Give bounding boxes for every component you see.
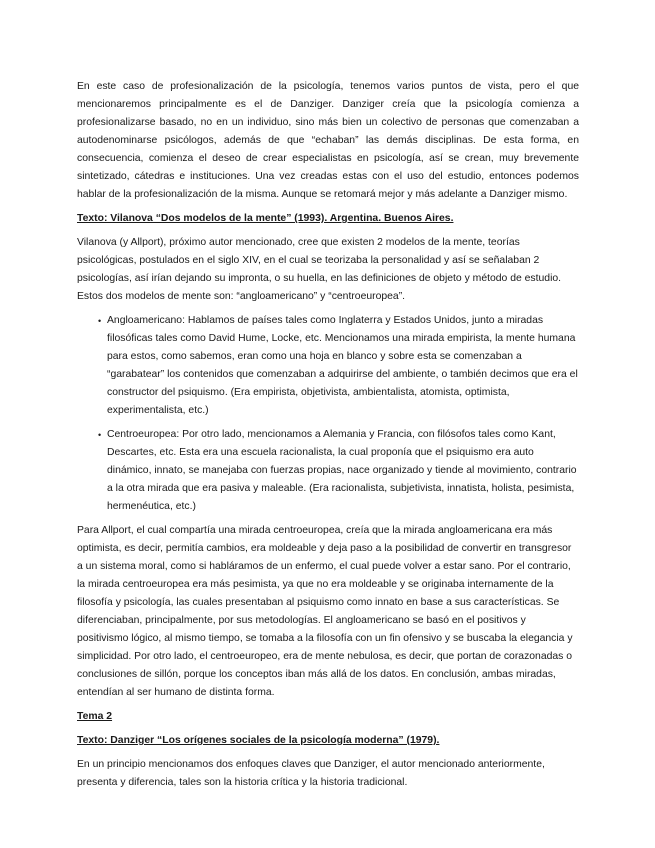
intro-paragraph: En este caso de profesionalización de la psicología, tenemos varios puntos de vista, pero el que mencionaremos principalmente es el de Danziger. Danziger creía que la psicología comienza a profesionalizarse basado, no en un individuo, sino más bien un colectivo de personas que comenzaban a autodenominarse psicólogos, además de que “echaban” las demás disciplinas. De esta forma, en consecuencia, comienza el deseo de crear especialistas en psicología, así se crean, muy brevemente sintetizado, cátedras e instituciones. Una vez creadas estas con el uso del estudio, entonces podemos hablar de la profesionalización de la misma. Aunque se retomará mejor y más adelante a Danziger mismo. bbox=[77, 81, 579, 200]
bullet-icon: • bbox=[98, 316, 102, 326]
list-item bbox=[77, 312, 579, 420]
mind-models-list bbox=[77, 312, 579, 516]
list-item-text: Centroeuropea: Por otro lado, mencionamos a Alemania y Francia, con filósofos tales como Kant, Descartes, etc. Esta era una escuela racionalista, la cual proponía que el psiquismo era auto dinámico, innato, se manejaba con fuerzas propias, nace organizado y tiende al movimiento, contrario a la otra mirada que era pasiva y maleable. (Era racionalista, subjetivista, innatista, holista, pesimista, hermenéutica, etc.) bbox=[107, 429, 577, 512]
section-heading-vilanova: Texto: Vilanova “Dos modelos de la mente” (1993). Argentina. Buenos Aires. bbox=[77, 213, 454, 224]
section-heading-danziger: Texto: Danziger “Los orígenes sociales de la psicología moderna” (1979). bbox=[77, 735, 440, 746]
list-item bbox=[77, 426, 579, 516]
allport-paragraph: Para Allport, el cual compartía una mirada centroeuropea, creía que la mirada angloamericana era más optimista, es decir, permitía cambios, era moldeable y deja paso a la posibilidad de convertir en transgresor a un sistema moral, como si habláramos de un enfermo, el cual puede volver a estar sano. Por el contrario, la mirada centroeuropea era más pesimista, ya que no era moldeable y se originaba internamente de la filosofía y psicología, las cuales presentaban al psiquismo como innato en base a sus características. Se diferenciaban, principalmente, por sus metodologías. El angloamericano se basó en el positivos y positivismo lógico, al mismo tiempo, se tomaba a la filosofía con un fin ofensivo y se buscaba la elegancia y simplicidad. Por otro lado, el centroeuropeo, era de mente nebulosa, es decir, que portan de corazonadas o conclusiones de sillón, porque los conceptos iban más allá de los datos. En conclusión, ambas miradas, entendían al ser humano de distinta forma. bbox=[77, 525, 573, 698]
section-heading-tema: Tema 2 bbox=[77, 711, 113, 722]
vilanova-paragraph: Vilanova (y Allport), próximo autor mencionado, cree que existen 2 modelos de la mente, teorías psicológicas, postulados en el siglo XIV, en el cual se teorizaba la personalidad y así se señalaban 2 psicologías, así irían dejando su impronta, o su huella, en las definiciones de objeto y método de estudio. Estos dos modelos de mente son: “angloamericano” y “centroeuropea”. bbox=[77, 237, 562, 302]
document-body bbox=[77, 78, 579, 798]
bullet-icon: • bbox=[98, 430, 102, 440]
danziger-paragraph: En un principio mencionamos dos enfoques claves que Danziger, el autor mencionado anteriormente, presenta y diferencia, tales son la historia crítica y la historia tradicional. bbox=[77, 759, 545, 788]
list-item-text: Angloamericano: Hablamos de países tales como Inglaterra y Estados Unidos, junto a miradas filosóficas tales como David Hume, Locke, etc. Mencionamos una mirada empirista, la mente humana para estos, como sabemos, eran como una hoja en blanco y sobre esta se comenzaban a “garabatear” los contenidos que comenzaban a adquirirse del ambiente, o también decimos que era el constructor del psiquismo. (Era empirista, objetivista, ambientalista, atomista, optimista, experimentalista, etc.) bbox=[107, 315, 578, 416]
